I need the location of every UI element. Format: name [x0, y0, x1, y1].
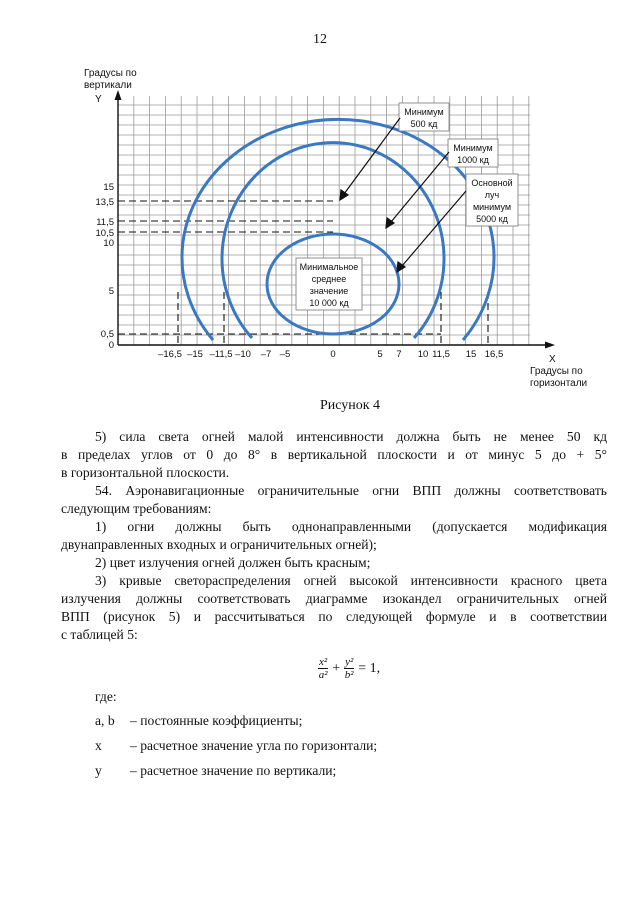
- definition-desc-y: – расчетное значение по вертикали;: [130, 763, 337, 778]
- x-axis-title-line2: горизонтали: [530, 378, 588, 389]
- para-5-line3: в горизонтальной плоскости.: [61, 465, 230, 480]
- x-tick-m16-5: –16,5: [158, 349, 182, 360]
- fraction-x: [318, 656, 328, 681]
- label-500cd-line1: Минимум: [404, 107, 444, 117]
- item-1-line1: 1) огни должны быть однонаправленными (допускается модификация: [95, 519, 607, 534]
- label-5000cd-line4: 5000 кд: [476, 214, 508, 224]
- y-tick-15: 15: [103, 182, 114, 193]
- where-label: где:: [95, 689, 117, 704]
- label-500cd-line2: 500 кд: [410, 119, 438, 129]
- y-axis-title-line2: вертикали: [84, 80, 132, 91]
- label-5000cd-line3: минимум: [472, 202, 512, 212]
- x-tick-5: 5: [377, 349, 383, 360]
- y-tick-0: 0: [108, 340, 114, 351]
- y-tick-5: 5: [108, 286, 114, 297]
- definition-term-x: x: [95, 738, 102, 753]
- x-tick-16-5: 16,5: [484, 349, 504, 360]
- formula-equals: = 1,: [358, 660, 381, 676]
- para-54-line2: следующим требованиям:: [61, 501, 212, 516]
- x-axis-arrow: [545, 342, 555, 349]
- x-tick-15: 15: [465, 349, 477, 360]
- y-tick-10-5: 10,5: [95, 228, 114, 239]
- definition-desc-x: – расчетное значение угла по горизонтали;: [130, 738, 378, 753]
- arrowhead-500cd: [340, 190, 348, 200]
- label-1000cd-line1: Минимум: [453, 143, 493, 153]
- figure-caption: Рисунок 4: [319, 398, 381, 413]
- label-center-line3: значение: [309, 286, 349, 296]
- para-5-line1: 5) сила света огней малой интенсивности должна быть не менее 50 кд: [95, 429, 607, 444]
- x-tick-10: 10: [417, 349, 429, 360]
- fraction-y: [344, 656, 354, 681]
- definition-term-y: y: [95, 763, 102, 778]
- fraction-y-denominator: b²: [344, 669, 354, 681]
- fraction-x-denominator: a²: [318, 669, 328, 681]
- definition-desc-ab: – постоянные коэффициенты;: [130, 713, 303, 728]
- x-tick-m15: –15: [187, 349, 203, 360]
- item-1-line2: двунаправленных входных и ограничительных огней);: [61, 537, 377, 552]
- label-center-line4: 10 000 кд: [309, 298, 349, 308]
- x-axis-letter: X: [549, 354, 556, 365]
- label-5000cd-line2: луч: [484, 190, 500, 200]
- x-tick-7: 7: [396, 349, 402, 360]
- isocandela-diagram: [0, 0, 640, 400]
- x-tick-m5: –5: [279, 349, 291, 360]
- y-axis-letter: Y: [95, 94, 102, 105]
- fraction-x-numerator: x²: [319, 656, 328, 668]
- y-tick-11-5: 11,5: [96, 217, 114, 228]
- arrow-1000cd: [391, 152, 449, 222]
- y-tick-10: 10: [103, 238, 114, 249]
- x-tick-0: 0: [330, 349, 336, 360]
- x-tick-m10: –10: [235, 349, 251, 360]
- label-center-line2: среднее: [311, 274, 347, 284]
- arrow-500cd: [344, 118, 400, 194]
- label-center-line1: Минимальное: [299, 262, 359, 272]
- item-3-line2: излучения должны соответствовать диаграмме изокандел ограничительных огней: [61, 591, 607, 606]
- item-3-line1: 3) кривые светораспределения огней высокой интенсивности красного цвета: [95, 573, 607, 588]
- ellipse-formula: [318, 656, 380, 681]
- y-tick-13-5: 13,5: [95, 197, 114, 208]
- x-axis-title-line1: Градусы по: [530, 366, 583, 377]
- x-tick-11-5: 11,5: [432, 349, 450, 360]
- definition-term-ab: a, b: [95, 713, 115, 728]
- y-axis-arrow: [115, 90, 122, 100]
- page-number: 12: [313, 32, 327, 47]
- y-tick-0-5: 0,5: [100, 329, 114, 340]
- formula-plus: +: [332, 660, 341, 676]
- label-1000cd-line2: 1000 кд: [457, 155, 489, 165]
- item-2-line1: 2) цвет излучения огней должен быть красным;: [95, 555, 371, 570]
- x-tick-m11-5: –11,5: [209, 349, 233, 360]
- item-3-line3: ВПП (рисунок 5) и рассчитываться по следующей формуле и в соответствии: [61, 609, 607, 624]
- x-tick-m7: –7: [260, 349, 272, 360]
- item-3-line4: с таблицей 5:: [61, 627, 138, 642]
- y-axis-title-line1: Градусы по: [84, 68, 137, 79]
- para-5-line2: в пределах углов от 0 до 8° в вертикальной плоскости и от минус 5 до + 5°: [61, 447, 607, 462]
- para-54-line1: 54. Аэронавигационные ограничительные огни ВПП должны соответствовать: [95, 483, 607, 498]
- label-5000cd-line1: Основной: [471, 178, 513, 188]
- fraction-y-numerator: y²: [345, 656, 354, 668]
